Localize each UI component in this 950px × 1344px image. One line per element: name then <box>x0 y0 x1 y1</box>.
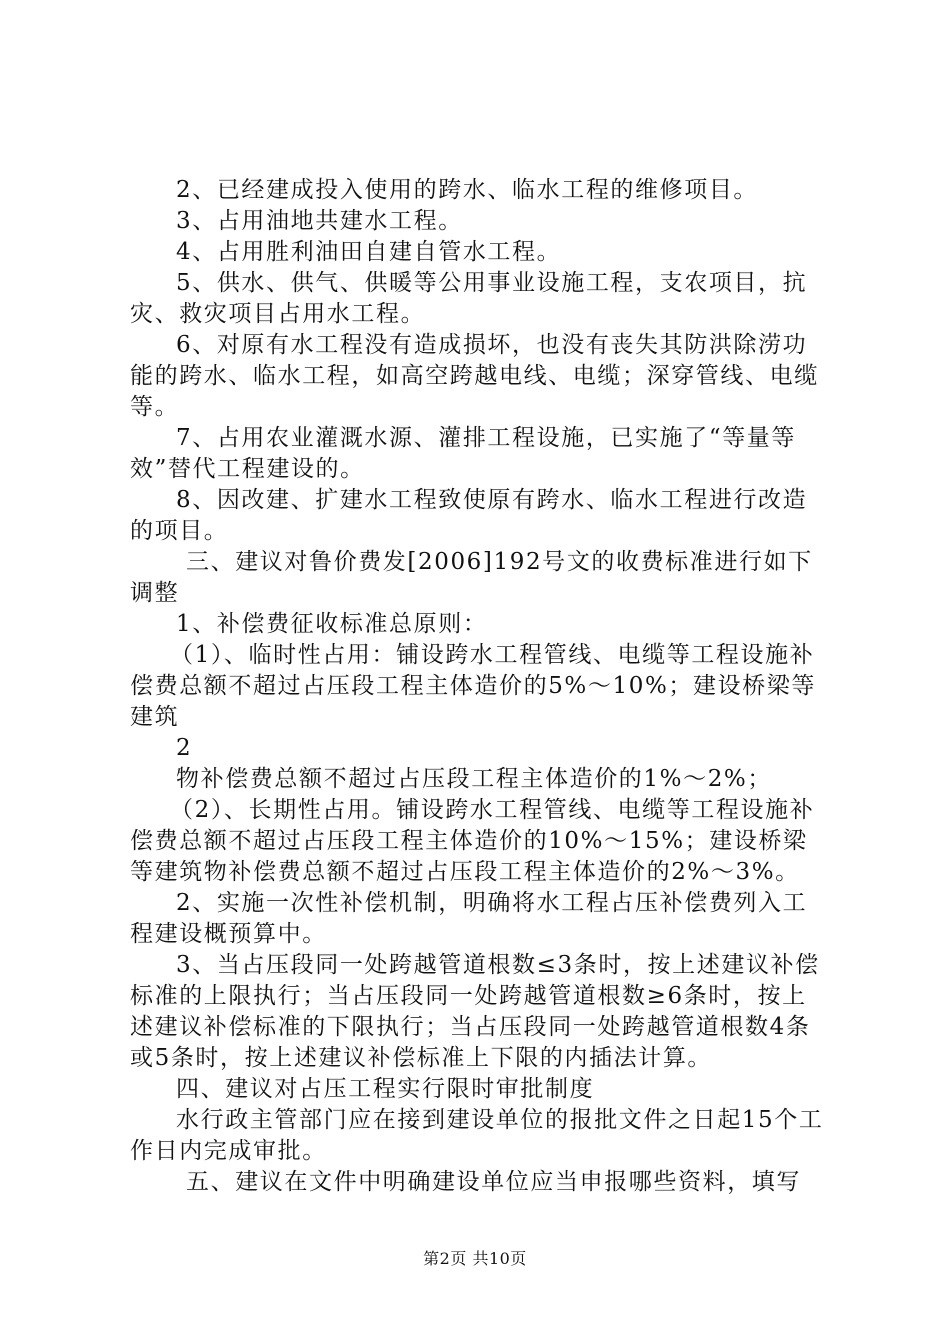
section-heading-4: 四、建议对占压工程实行限时审批制度 <box>176 1076 595 1102</box>
paragraph-temporary-occupation: （1）、临时性占用：铺设跨水工程管线、电缆等工程设施补偿费总额不超过占压段工程主体造价的5%～10%；建设桥梁等建筑 <box>130 642 817 730</box>
section-heading-3: 三、建议对鲁价费发[2006]192号文的收费标准进行如下调整 <box>130 549 813 606</box>
paragraph-long-term-occupation: （2）、长期性占用。铺设跨水工程管线、电缆等工程设施补偿费总额不超过占压段工程主体造价的10%～15%；建设桥梁等建筑物补偿费总额不超过占压段工程主体造价的2%～3%。 <box>130 797 815 885</box>
paragraph-item-7: 7、占用农业灌溉水源、灌排工程设施，已实施了“等量等效”替代工程建设的。 <box>130 425 796 482</box>
paragraph-approval-deadline: 水行政主管部门应在接到建设单位的报批文件之日起15个工作日内完成审批。 <box>130 1107 824 1164</box>
page-break-marker: 2 <box>176 735 193 761</box>
page-footer: 第2页 共10页 <box>423 1249 527 1268</box>
paragraph-one-time-compensation: 2、实施一次性补偿机制，明确将水工程占压补偿费列入工程建设概预算中。 <box>130 890 808 947</box>
paragraph-item-6: 6、对原有水工程没有造成损坏，也没有丧失其防洪除涝功能的跨水、临水工程，如高空跨越电线、电缆；深穿管线、电缆等。 <box>130 332 819 420</box>
paragraph-item-2: 2、已经建成投入使用的跨水、临水工程的维修项目。 <box>176 177 759 203</box>
paragraph-item-3: 3、占用油地共建水工程。 <box>176 208 463 234</box>
paragraph-item-8: 8、因改建、扩建水工程致使原有跨水、临水工程进行改造的项目。 <box>130 487 808 544</box>
document-body <box>130 175 830 1198</box>
paragraph-item-4: 4、占用胜利油田自建自管水工程。 <box>176 239 562 265</box>
paragraph-continuation: 物补偿费总额不超过占压段工程主体造价的1%～2%； <box>176 766 772 792</box>
section-heading-5: 五、建议在文件中明确建设单位应当申报哪些资料，填写 <box>186 1169 801 1195</box>
paragraph-standard-principle: 1、补偿费征收标准总原则： <box>176 611 488 637</box>
paragraph-item-5: 5、供水、供气、供暖等公用事业设施工程，支农项目，抗灾、救灾项目占用水工程。 <box>130 270 808 327</box>
paragraph-pipeline-count: 3、当占压段同一处跨越管道根数≤3条时，按上述建议补偿标准的上限执行；当占压段同一处跨越管道根数≥6条时，按上述建议补偿标准的下限执行；当占压段同一处跨越管道根数4条或5条时，按上述建议补偿标准上下限的内插法计算。 <box>130 952 820 1071</box>
